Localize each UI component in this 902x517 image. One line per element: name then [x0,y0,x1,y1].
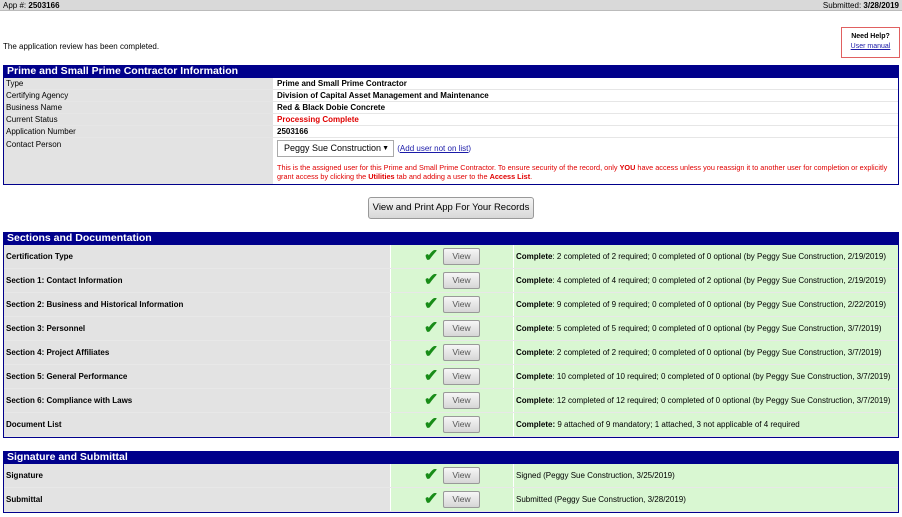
row-actions [390,488,514,511]
status-detail: Submitted (Peggy Sue Construction, 3/28/2019) [516,495,686,504]
user-manual-link[interactable]: User manual [850,43,891,50]
info-value: Red & Black Dobie Concrete [277,103,386,112]
view-button[interactable]: View [443,392,480,409]
view-print-button[interactable]: View and Print App For Your Records [368,197,534,219]
status-detail: Signed (Peggy Sue Construction, 3/25/2019) [516,471,675,480]
checkmark-icon: ✔ [424,465,439,484]
signature-table [3,464,899,513]
view-button[interactable]: View [443,368,480,385]
view-button[interactable]: View [443,248,480,265]
info-row-status [4,114,898,126]
view-button[interactable]: View [443,272,480,289]
checkmark-icon: ✔ [424,414,439,433]
table-row [4,413,898,437]
row-status [514,245,898,268]
contact-person-select[interactable] [277,140,394,157]
signature-header: Signature and Submittal [3,451,899,464]
table-row [4,464,898,488]
info-row-contact [4,138,898,184]
status-detail: : 2 completed of 2 required; 0 completed of 0 optional (by Peggy Sue Construction, 2/19/2019) [552,252,886,261]
help-title: Need Help? [851,33,890,40]
row-status [514,464,898,487]
table-row [4,488,898,512]
row-actions [390,365,514,388]
info-section-header: Prime and Small Prime Contractor Information [3,65,899,78]
row-status [514,488,898,511]
checkmark-icon: ✔ [424,318,439,337]
row-actions [390,341,514,364]
row-actions [390,293,514,316]
status-detail: 9 attached of 9 mandatory; 1 attached, 3 not applicable of 4 required [555,420,800,429]
info-label: Certifying Agency [4,90,274,101]
info-row-app-number [4,126,898,138]
row-name: Section 1: Contact Information [4,269,390,292]
row-actions [390,245,514,268]
status-detail: : 5 completed of 5 required; 0 completed of 0 optional (by Peggy Sue Construction, 3/7/2019) [552,324,882,333]
row-status [514,389,898,412]
info-label: Contact Person [4,138,274,184]
info-row-business [4,102,898,114]
row-name: Section 6: Compliance with Laws [4,389,390,412]
chevron-down-icon: ▼ [382,145,389,152]
row-name: Signature [4,464,390,487]
row-actions [390,389,514,412]
row-actions [390,317,514,340]
view-button[interactable]: View [443,416,480,433]
status-label: Complete [516,372,553,381]
status-detail: : 10 completed of 10 required; 0 completed of 0 optional (by Peggy Sue Construction, 3/7/2019) [552,372,891,381]
status-message: The application review has been completed. [3,42,160,51]
table-row [4,317,898,341]
info-label: Business Name [4,102,274,113]
access-note: This is the assigned user for this Prime and Small Prime Contractor. To ensure security of the record, only YOU have access unless you reassign it to another user for completion or explicitly grant access by clicking the Utilities tab and adding a user to the Access List. [277,163,888,181]
help-box [841,27,900,58]
table-row [4,269,898,293]
table-row [4,341,898,365]
status-label: Complete [516,348,553,357]
info-label: Application Number [4,126,274,137]
sections-table [3,245,899,438]
status-label: Complete [516,252,553,261]
checkmark-icon: ✔ [424,489,439,508]
row-actions [390,464,514,487]
view-button[interactable]: View [443,467,480,484]
row-actions [390,413,514,436]
add-user-wrapper: (Add user not on list) [397,144,472,153]
row-status [514,269,898,292]
status-detail: : 9 completed of 9 required; 0 completed of 0 optional (by Peggy Sue Construction, 2/22/2019) [552,300,886,309]
status-label: Complete [516,300,553,309]
row-name: Section 4: Project Affiliates [4,341,390,364]
row-name: Section 3: Personnel [4,317,390,340]
checkmark-icon: ✔ [424,270,439,289]
app-number: App #: 2503166 [3,1,60,10]
checkmark-icon: ✔ [424,390,439,409]
view-button[interactable]: View [443,320,480,337]
info-value: 2503166 [277,127,309,136]
status-detail: : 12 completed of 12 required; 0 completed of 0 optional (by Peggy Sue Construction, 3/7/2019) [552,396,891,405]
sections-header: Sections and Documentation [3,232,899,245]
row-actions [390,269,514,292]
status-label: Complete: [516,420,556,429]
checkmark-icon: ✔ [424,246,439,265]
row-status [514,341,898,364]
status-detail: : 4 completed of 4 required; 0 completed of 2 optional (by Peggy Sue Construction, 2/19/2019) [552,276,886,285]
info-value: Prime and Small Prime Contractor [277,79,407,88]
add-user-link[interactable]: Add user not on list [399,144,469,153]
status-label: Complete [516,396,553,405]
submitted-date: Submitted: 3/28/2019 [822,1,899,10]
status-label: Complete [516,276,553,285]
checkmark-icon: ✔ [424,294,439,313]
row-status [514,413,898,436]
row-name: Section 5: General Performance [4,365,390,388]
view-button[interactable]: View [443,491,480,508]
row-name: Submittal [4,488,390,511]
row-status [514,317,898,340]
checkmark-icon: ✔ [424,342,439,361]
status-label: Complete [516,324,553,333]
view-button[interactable]: View [443,344,480,361]
info-label: Current Status [4,114,274,125]
table-row [4,293,898,317]
table-row [4,245,898,269]
status-detail: : 2 completed of 2 required; 0 completed of 0 optional (by Peggy Sue Construction, 3/7/2019) [552,348,882,357]
info-table [3,78,899,185]
info-label: Type [4,78,274,89]
contact-value [274,138,898,184]
row-name: Certification Type [4,245,390,268]
table-row [4,365,898,389]
row-status [514,365,898,388]
info-row-agency [4,90,898,102]
checkmark-icon: ✔ [424,366,439,385]
view-button[interactable]: View [443,296,480,313]
current-status-value: Processing Complete [277,115,359,124]
contact-selected-value: Peggy Sue Construction [284,143,382,153]
info-row-type [4,78,898,90]
row-name: Section 2: Business and Historical Information [4,293,390,316]
row-name: Document List [4,413,390,436]
top-status-bar [0,0,902,11]
table-row [4,389,898,413]
info-value: Division of Capital Asset Management and Maintenance [277,91,489,100]
row-status [514,293,898,316]
